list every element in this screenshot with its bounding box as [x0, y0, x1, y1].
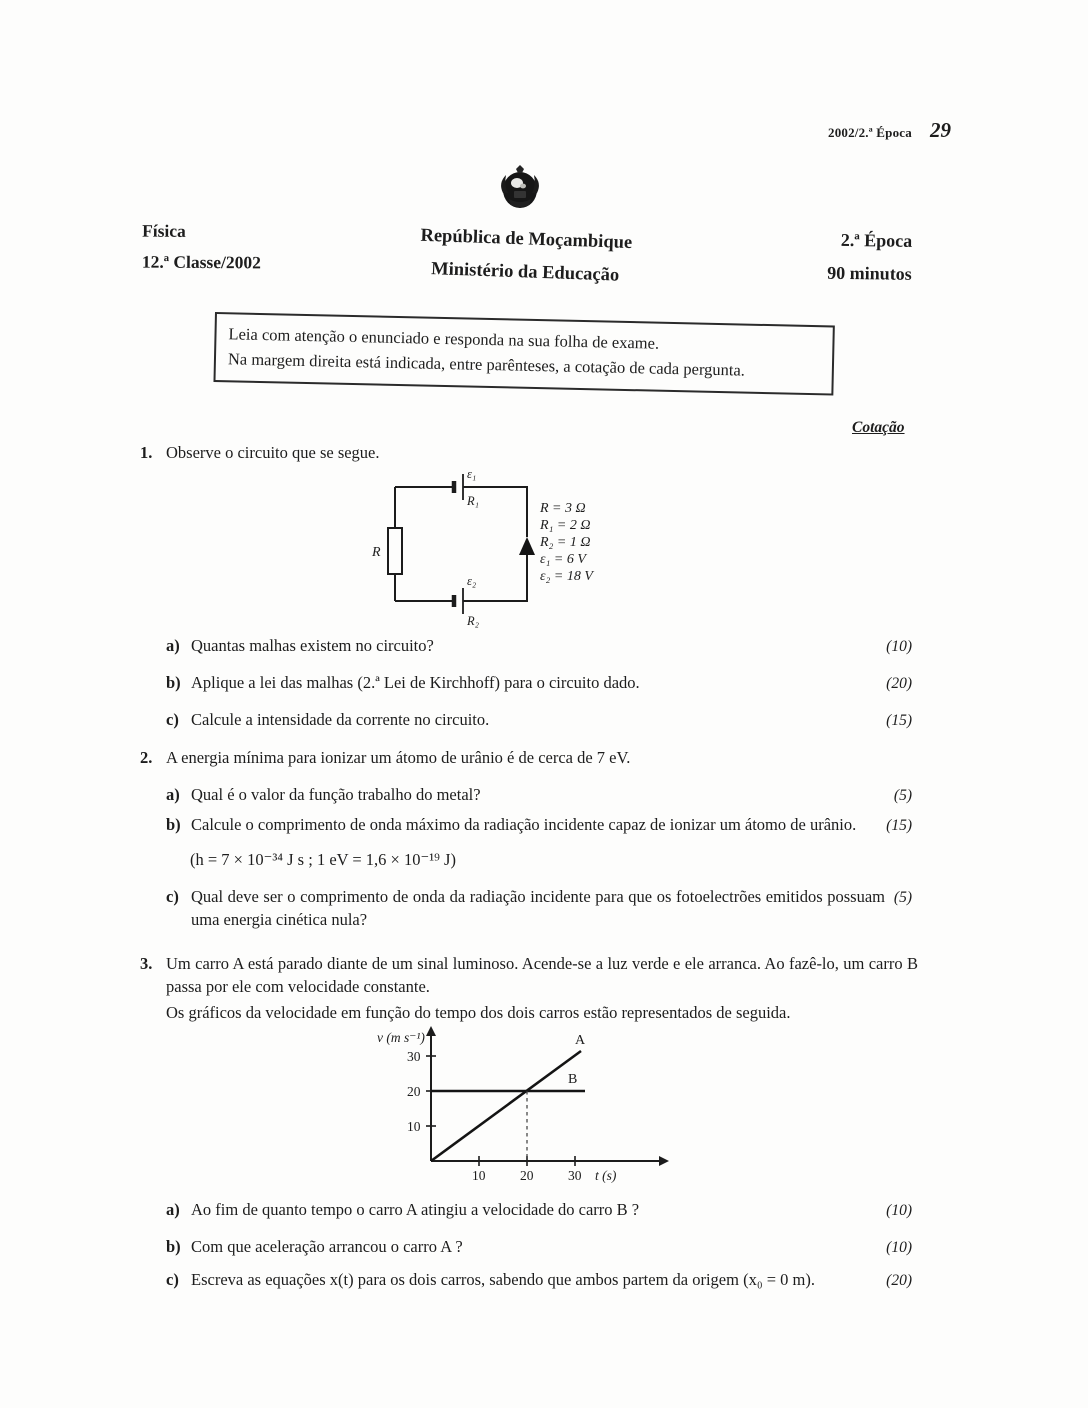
y-tick-20: 20 — [407, 1084, 421, 1099]
question-number: 1. — [140, 443, 153, 462]
item-text: Calcule o comprimento de onda máximo da radiação incidente capaz de ionizar um átomo de urânio. — [191, 815, 857, 834]
item-label: b) — [166, 815, 181, 834]
ministry-title: Ministério da Educação — [430, 259, 620, 286]
question-2a — [166, 783, 920, 806]
circuit-diagram — [368, 455, 648, 630]
x-tick-20: 20 — [520, 1168, 534, 1183]
item-text: Qual deve ser o comprimento de onda da radiação incidente para que os fotoelectrões emitidos possuam uma energia cinética nula? — [191, 887, 885, 929]
header-left — [142, 216, 261, 279]
y-axis-label: v (m s⁻¹) — [377, 1030, 425, 1045]
instructions-line-2: Na margem direita está indicada, entre parênteses, a cotação de cada pergunta. — [227, 349, 746, 380]
question-3b — [166, 1235, 920, 1258]
item-text: Ao fim de quanto tempo o carro A atingiu a velocidade do carro B ? — [191, 1200, 640, 1219]
item-text: Quantas malhas existem no circuito? — [191, 636, 434, 655]
circuit-values — [539, 501, 594, 584]
emf2-label: ε₂ — [467, 574, 477, 588]
item-mark: (10) — [886, 1239, 912, 1256]
question-text: A energia mínima para ionizar um átomo de urânio é de cerca de 7 eV. — [166, 748, 631, 767]
battery-2-symbol — [454, 588, 463, 614]
y-axis-arrow-icon — [426, 1026, 436, 1036]
question-2 — [140, 746, 922, 769]
question-3-intro-2: Os gráficos da velocidade em função do tempo dos dois carros estão representados de seguida. — [166, 1003, 791, 1022]
instructions-line-1: Leia com atenção o enunciado e responda na sua folha de exame. — [228, 324, 660, 353]
x-axis-arrow-icon — [659, 1156, 669, 1166]
question-1c — [166, 708, 920, 731]
duration-label: 90 minutos — [827, 262, 912, 284]
item-label: a) — [166, 636, 180, 655]
y-tick-30: 30 — [407, 1049, 421, 1064]
x-tick-30: 30 — [568, 1168, 582, 1183]
item-mark: (15) — [886, 712, 912, 729]
value-r: R = 3 Ω — [540, 501, 586, 516]
instructions-box — [213, 312, 834, 396]
header-center — [370, 218, 682, 295]
page-corner — [828, 118, 951, 143]
class-year: 12.ª Classe/2002 — [141, 251, 261, 273]
edition-label: 2002/2.ª Época — [828, 125, 912, 140]
header-right — [786, 223, 913, 291]
question-2b — [166, 813, 920, 836]
line-series-A — [431, 1051, 581, 1161]
item-mark: (5) — [893, 889, 912, 906]
question-1b — [166, 671, 920, 694]
resistor-label: R — [372, 545, 381, 560]
item-text: Com que aceleração arrancou o carro A ? — [191, 1237, 463, 1256]
question-text: Observe o circuito que se segue. — [166, 443, 380, 462]
item-text: Aplique a lei das malhas (2.ª Lei de Kirchhoff) para o circuito dado. — [191, 673, 640, 692]
mozambique-coat-of-arms-icon — [494, 163, 546, 220]
item-text: Qual é o valor da função trabalho do metal? — [191, 785, 481, 804]
question-3a — [166, 1198, 920, 1221]
item-label: c) — [166, 710, 179, 729]
item-label: c) — [166, 887, 179, 906]
item-label: a) — [166, 1200, 180, 1219]
item-label: b) — [166, 673, 181, 692]
resistor-symbol — [388, 528, 402, 574]
r2-label: R₂ — [467, 614, 479, 628]
y-tick-10: 10 — [407, 1119, 421, 1134]
item-mark: (5) — [893, 787, 912, 804]
marks-column-heading: Cotação — [852, 419, 905, 436]
current-arrow-icon — [519, 537, 535, 555]
value-e2: ε₂ = 18 V — [540, 569, 593, 584]
value-e1: ε₁ = 6 V — [540, 552, 586, 567]
country-title: República de Moçambique — [420, 225, 633, 254]
question-2c — [166, 885, 920, 931]
question-3 — [140, 952, 922, 998]
question-number: 3. — [140, 954, 153, 973]
item-text: Calcule a intensidade da corrente no circuito. — [191, 710, 490, 729]
item-mark: (20) — [886, 675, 912, 692]
item-label: a) — [166, 785, 180, 804]
page-number: 29 — [929, 118, 951, 142]
r1-label: R₁ — [467, 494, 479, 508]
item-mark: (10) — [886, 638, 912, 655]
question-3c — [166, 1268, 920, 1291]
item-label: c) — [166, 1270, 179, 1289]
item-label: b) — [166, 1237, 181, 1256]
value-r1: R₁ = 2 Ω — [540, 518, 591, 533]
question-1a — [166, 634, 920, 657]
x-axis-label: t (s) — [595, 1168, 617, 1183]
x-tick-10: 10 — [472, 1168, 486, 1183]
item-mark: (20) — [886, 1272, 912, 1289]
velocity-time-graph — [363, 1024, 693, 1194]
item-mark: (10) — [886, 1202, 912, 1219]
constants-note: (h = 7 × 10⁻³⁴ J s ; 1 eV = 1,6 × 10⁻¹⁹ J) — [190, 850, 456, 869]
subject-title: Física — [142, 220, 186, 241]
epoch-label: 2.ª Época — [840, 229, 913, 251]
value-r2: R₂ = 1 Ω — [540, 535, 591, 550]
battery-1-symbol — [454, 474, 463, 500]
series-B-label: B — [568, 1072, 578, 1087]
question-number: 2. — [140, 748, 153, 767]
series-A-label: A — [575, 1033, 586, 1048]
item-text: Escreva as equações x(t) para os dois carros, sabendo que ambos partem da origem (x₀ = 0 m). — [191, 1270, 815, 1289]
emf1-label: ε₁ — [467, 467, 477, 481]
question-text: Um carro A está parado diante de um sinal luminoso. Acende-se a luz verde e ele arranca. Ao fazê-lo, um carro B passa por ele com velocidade constante. — [166, 954, 918, 996]
item-mark: (15) — [886, 817, 912, 834]
